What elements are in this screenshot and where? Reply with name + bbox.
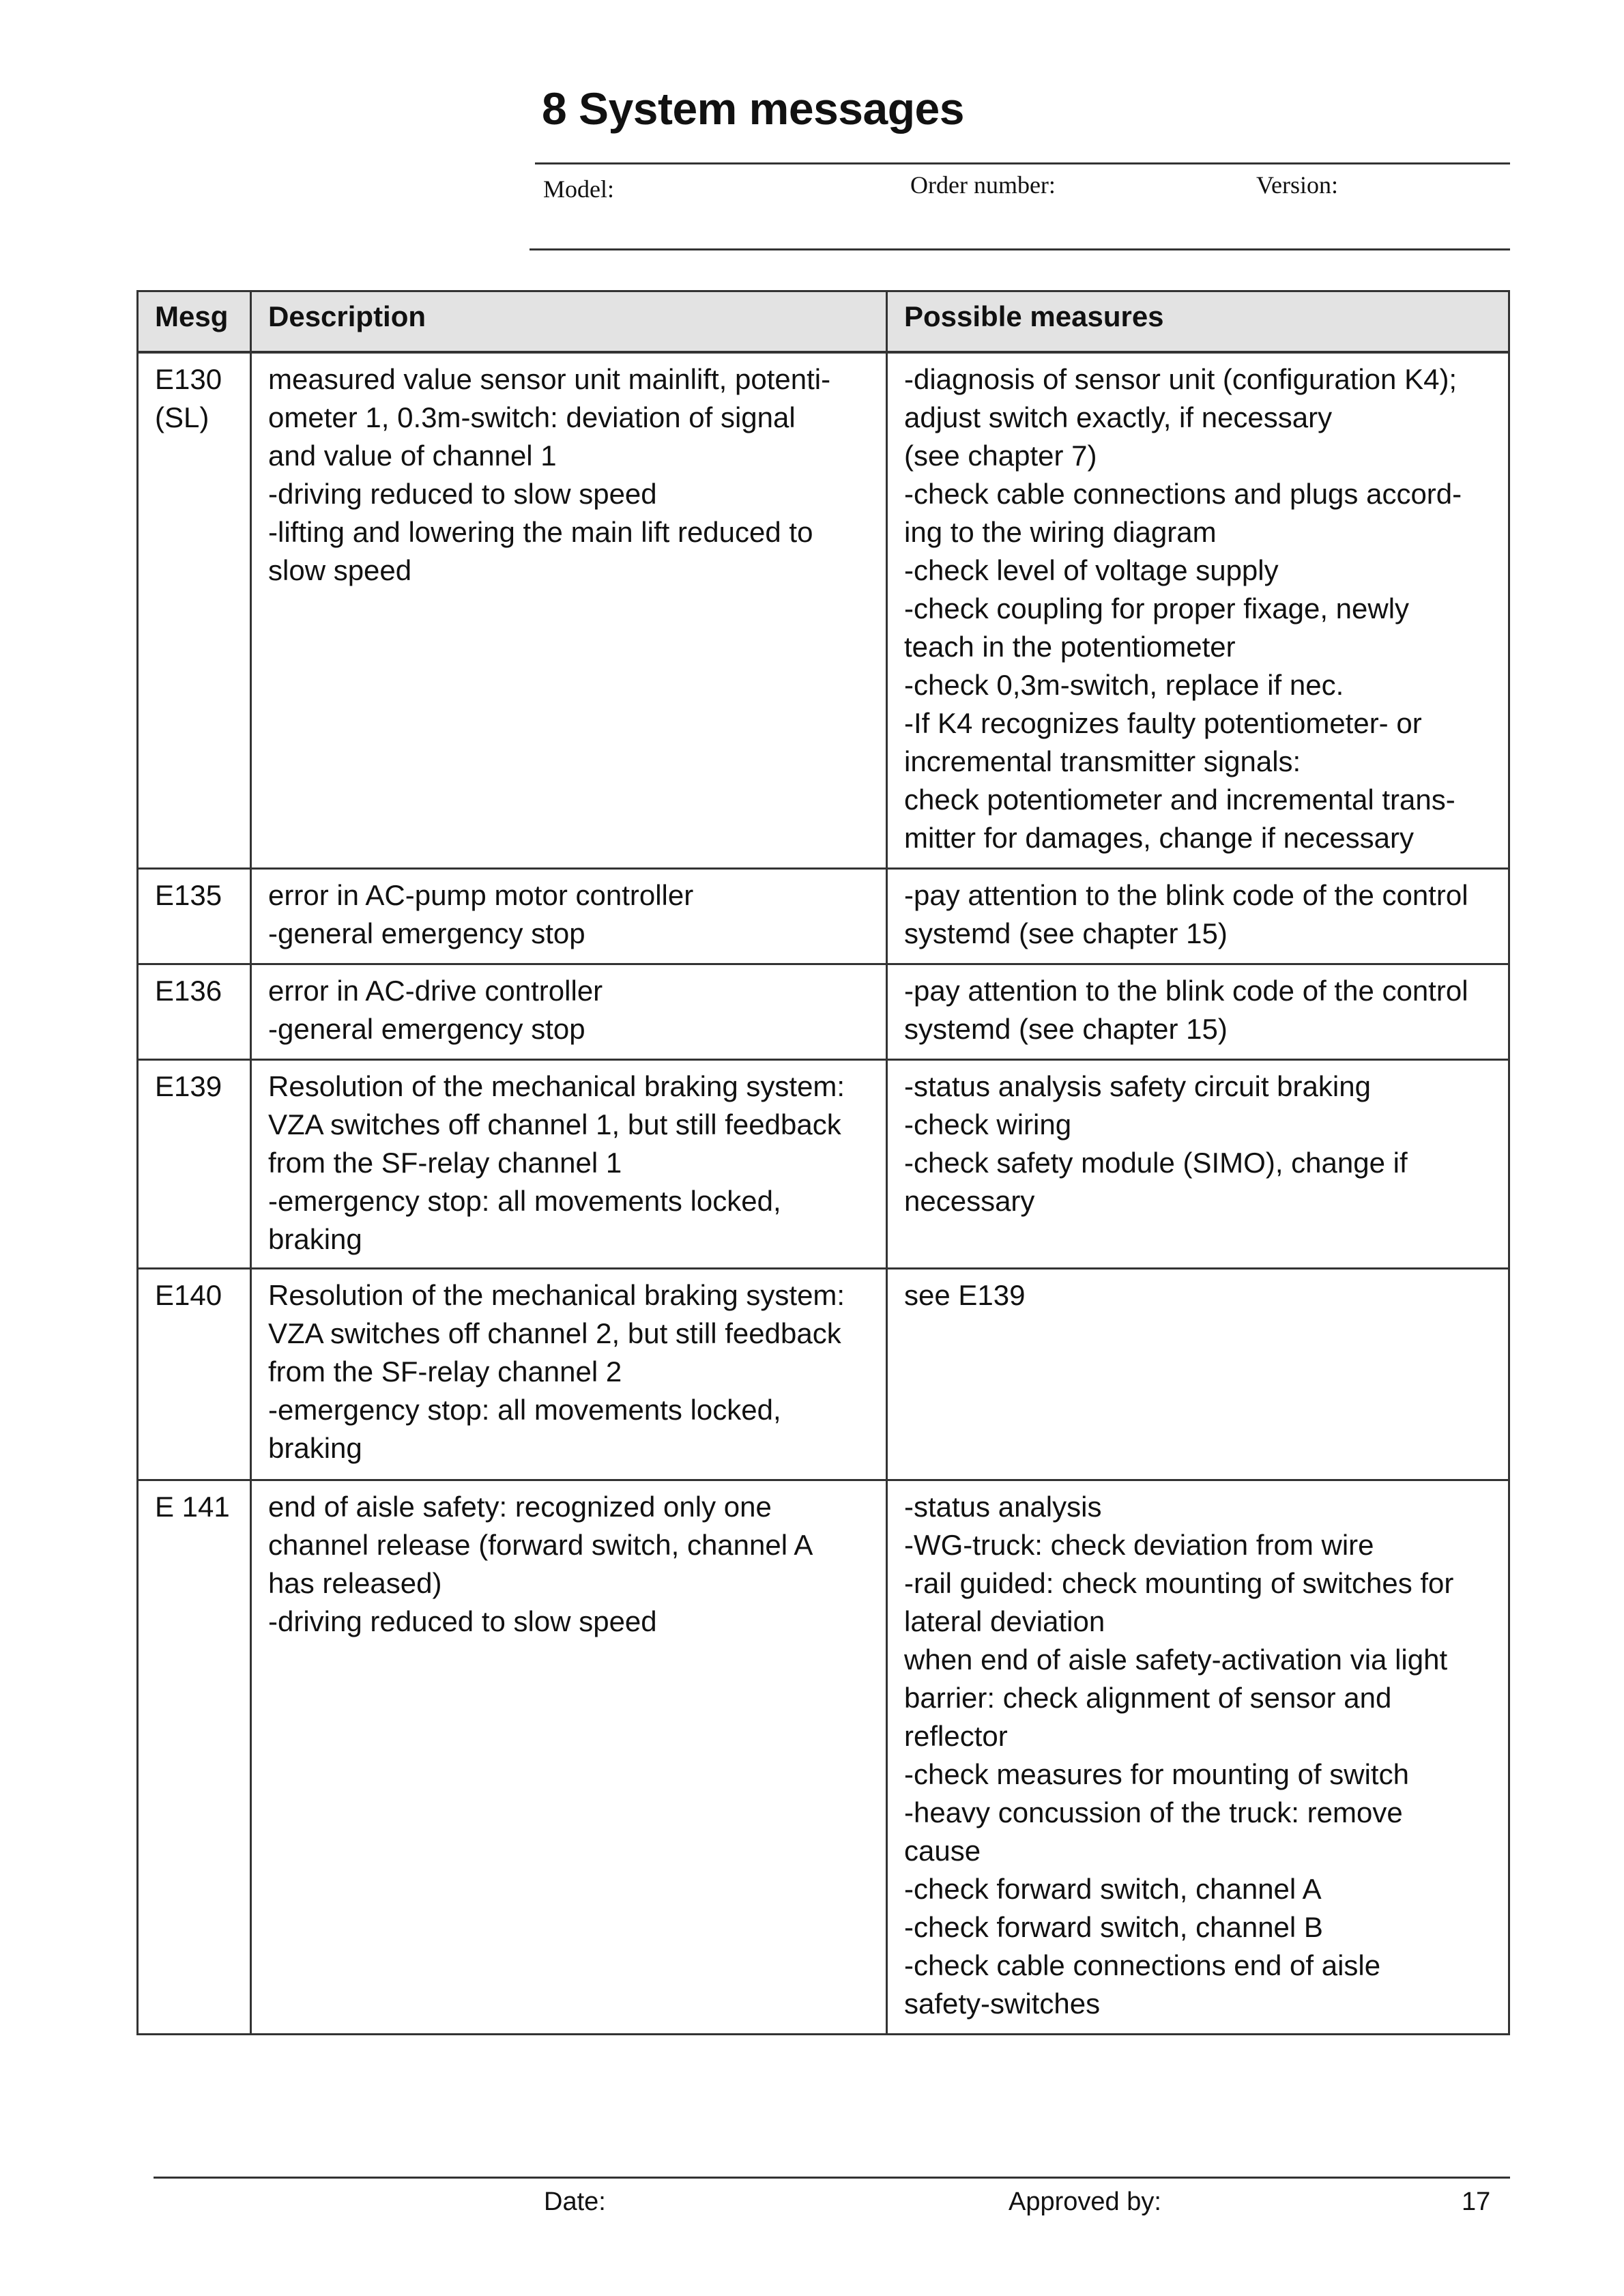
description-line: error in AC-pump motor controller [268,878,694,911]
description-line: channel release (forward switch, channel A [268,1528,813,1561]
measure-line: reflector [904,1719,1008,1752]
description-line: and value of channel 1 [268,440,557,472]
message-code: E140 [155,1278,222,1311]
message-code: E136 [155,974,222,1007]
measure-line: -check cable connections end of aisle [904,1949,1381,1981]
description-line: Resolution of the mechanical braking system: [268,1278,845,1311]
table-row [138,352,1509,868]
description-line: ometer 1, 0.3m-switch: deviation of signal [268,401,796,433]
measure-line: lateral deviation [904,1605,1105,1637]
description-line: -emergency stop: all movements locked, [268,1393,781,1426]
description-cell [251,1268,887,1480]
table-row [138,1480,1509,2034]
description-line: from the SF-relay channel 2 [268,1355,622,1388]
message-code: E139 [155,1070,222,1102]
measure-line: -check forward switch, channel B [904,1910,1323,1943]
table-row [138,964,1509,1059]
measure-line: -diagnosis of sensor unit (configuration K4); [904,363,1458,395]
table-row [138,1268,1509,1480]
message-code-cell [138,964,251,1059]
message-code-cell [138,1268,251,1480]
measure-line: systemd (see chapter 15) [904,1012,1228,1045]
system-messages-table [136,290,1510,2035]
model-label: Model: [543,175,614,203]
header-bottom-rule [530,248,1510,250]
description-cell [251,964,887,1059]
page-number: 17 [1462,2187,1491,2216]
measure-line: cause [904,1834,981,1867]
measure-line: systemd (see chapter 15) [904,917,1228,949]
measure-line: -status analysis safety circuit braking [904,1070,1371,1102]
description-cell [251,1480,887,2034]
measure-line: -rail guided: check mounting of switches for [904,1566,1454,1599]
description-line: -general emergency stop [268,1012,585,1045]
header-top-rule [535,162,1510,164]
column-header-possible-measures: Possible measures [887,291,1509,353]
measure-line: -WG-truck: check deviation from wire [904,1528,1374,1561]
measure-line: -status analysis [904,1490,1102,1523]
measures-cell [887,868,1509,964]
page-title: 8 System messages [542,83,964,134]
measure-line: -check safety module (SIMO), change if [904,1146,1408,1179]
measures-cell [887,964,1509,1059]
description-cell [251,352,887,868]
measures-cell [887,1268,1509,1480]
measure-line: mitter for damages, change if necessary [904,822,1415,854]
footer-rule [154,2177,1510,2179]
measure-line: ing to the wiring diagram [904,516,1217,548]
measure-line: -check cable connections and plugs accord- [904,478,1462,510]
description-line: slow speed [268,554,412,586]
version-label: Version: [1256,171,1338,199]
description-line: -lifting and lowering the main lift reduced to [268,516,813,548]
measure-line: -heavy concussion of the truck: remove [904,1796,1403,1828]
column-header-mesg: Mesg [138,291,251,353]
description-line: has released) [268,1566,442,1599]
table-header-row [138,291,1509,353]
message-code-cell [138,352,251,868]
description-line: VZA switches off channel 2, but still feedback [268,1317,841,1349]
message-code-cell [138,1059,251,1268]
measures-cell [887,352,1509,868]
column-header-description: Description [251,291,887,353]
description-line: VZA switches off channel 1, but still feedback [268,1108,841,1140]
message-code-cell [138,1480,251,2034]
description-cell [251,868,887,964]
description-line: braking [268,1431,362,1464]
measure-line: necessary [904,1184,1035,1217]
message-code: E135 [155,878,222,911]
measure-line: -check measures for mounting of switch [904,1757,1409,1790]
measure-line: adjust switch exactly, if necessary [904,401,1333,433]
description-line: end of aisle safety: recognized only one [268,1490,772,1523]
description-line: -driving reduced to slow speed [268,1605,657,1637]
date-label: Date: [544,2187,606,2216]
measure-line: -check 0,3m-switch, replace if nec. [904,669,1344,701]
measure-line: barrier: check alignment of sensor and [904,1681,1392,1714]
message-code-suffix: (SL) [155,401,209,433]
description-line: -driving reduced to slow speed [268,478,657,510]
description-line: -general emergency stop [268,917,585,949]
table-row [138,1059,1509,1268]
measure-line: check potentiometer and incremental trans- [904,784,1455,816]
description-line: error in AC-drive controller [268,974,603,1007]
measure-line: incremental transmitter signals: [904,745,1301,777]
message-code: E 141 [155,1490,230,1523]
measure-line: see E139 [904,1278,1026,1311]
measure-line: teach in the potentiometer [904,631,1236,663]
table-row [138,868,1509,964]
order-number-label: Order number: [910,171,1056,199]
measure-line: safety-switches [904,1987,1101,2020]
measure-line: (see chapter 7) [904,440,1097,472]
measures-cell [887,1480,1509,2034]
measure-line: -If K4 recognizes faulty potentiometer- or [904,707,1422,739]
measure-line: -check coupling for proper fixage, newly [904,592,1410,625]
measures-cell [887,1059,1509,1268]
description-line: from the SF-relay channel 1 [268,1146,622,1179]
measure-line: -check level of voltage supply [904,554,1279,586]
message-code-cell [138,868,251,964]
message-code: E130 [155,363,222,395]
description-line: -emergency stop: all movements locked, [268,1184,781,1217]
measure-line: -check wiring [904,1108,1072,1140]
approved-by-label: Approved by: [1009,2187,1161,2216]
description-line: Resolution of the mechanical braking system: [268,1070,845,1102]
measure-line: when end of aisle safety-activation via light [904,1643,1448,1676]
measure-line: -pay attention to the blink code of the control [904,974,1468,1007]
measure-line: -check forward switch, channel A [904,1872,1322,1905]
description-cell [251,1059,887,1268]
description-line: braking [268,1222,362,1255]
measure-line: -pay attention to the blink code of the control [904,878,1468,911]
description-line: measured value sensor unit mainlift, potenti- [268,363,831,395]
